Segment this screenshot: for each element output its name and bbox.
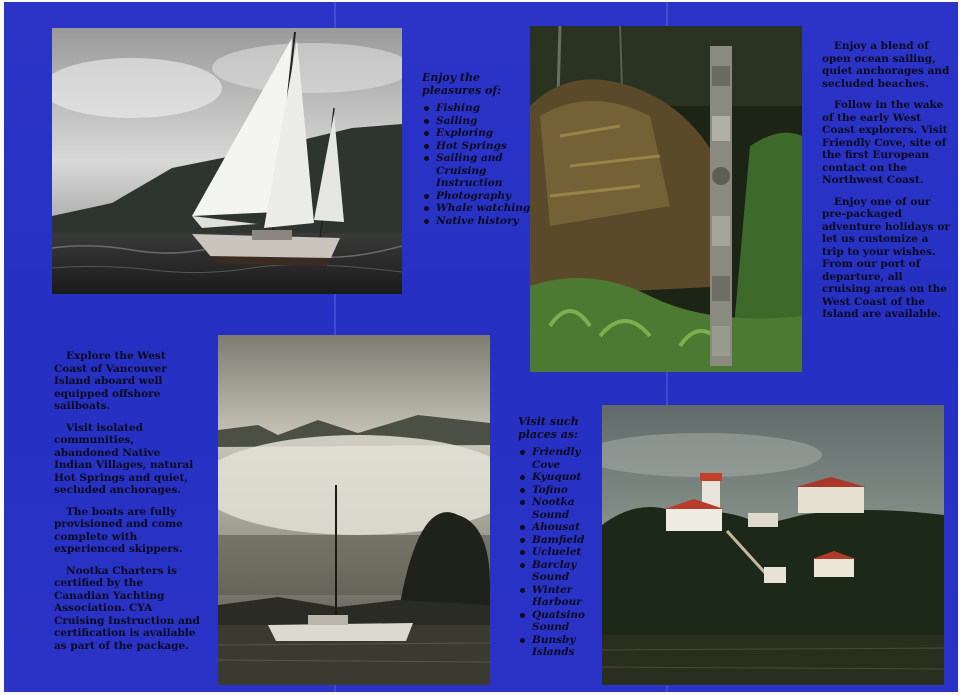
list-item: Sailing (422, 115, 532, 128)
paragraph: Visit isolated communities, abandoned Native Indian Villages, natural Hot Springs and quiet, secluded anchorages. (54, 421, 194, 496)
list-item: Whale watching (422, 202, 532, 215)
paragraph: The boats are fully provisioned and come complete with experienced skippers. (54, 505, 183, 555)
pleasures-block (422, 72, 532, 227)
paragraph: Explore the West Coast of Vancouver Island aboard well equipped offshore sailboats. (54, 350, 167, 412)
totem-pole-photo (530, 26, 802, 372)
sailboat-photo (52, 28, 402, 294)
paragraph: Enjoy a blend of open ocean sailing, quiet anchorages and secluded beaches. (822, 40, 950, 90)
list-item: Sailing and Cruising Instruction (422, 152, 532, 190)
list-item: Photography (422, 190, 532, 203)
list-item: Quatsino Sound (518, 609, 598, 634)
places-list (518, 446, 598, 659)
list-item: Nootka Sound (518, 496, 598, 521)
list-item: Hot Springs (422, 140, 532, 153)
list-item: Bamfield (518, 534, 598, 547)
places-title: Visit such places as: (518, 415, 579, 441)
list-item: Winter Harbour (518, 584, 598, 609)
pleasures-list (422, 102, 532, 227)
paragraph: Nootka Charters is certified by the Canadian Yachting Association. CYA Cruising Instruction and certification is available as part of the package. (54, 564, 200, 652)
brochure-page (4, 2, 958, 692)
list-item: Barclay Sound (518, 559, 598, 584)
foggy-harbour-photo (218, 335, 490, 685)
paragraph: Follow in the wake of the early West Coast explorers. Visit Friendly Cove, site of the first European contact on the Northwest Coast. (822, 99, 948, 186)
list-item: Native history (422, 215, 532, 228)
left-intro-text (54, 350, 202, 661)
list-item: Ahousat (518, 521, 598, 534)
list-item: Tofino (518, 484, 598, 497)
right-intro-text (822, 40, 952, 330)
paragraph: Enjoy one of our pre-packaged adventure holidays or let us customize a trip to your wishes. From our port of departure, all cruising areas on the West Coast of the Island are available. (822, 195, 950, 320)
pleasures-title: Enjoy the pleasures of: (422, 71, 502, 97)
list-item: Ucluelet (518, 546, 598, 559)
places-block (518, 416, 598, 659)
list-item: Bunsby Islands (518, 634, 598, 659)
list-item: Kyuquot (518, 471, 598, 484)
list-item: Friendly Cove (518, 446, 598, 471)
list-item: Fishing (422, 102, 532, 115)
lighthouse-photo (602, 405, 944, 685)
list-item: Exploring (422, 127, 532, 140)
